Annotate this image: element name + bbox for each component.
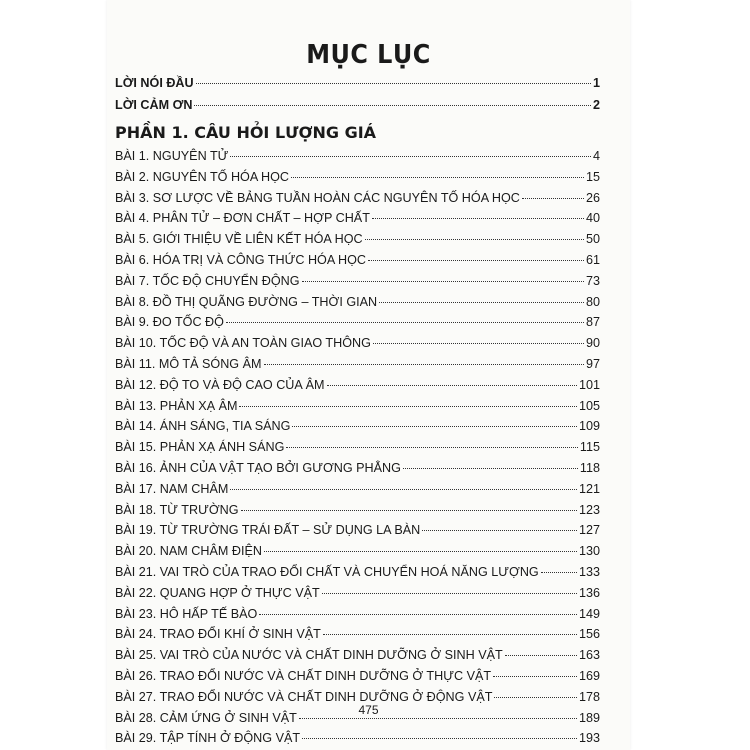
toc-label: BÀI 19. TỪ TRƯỜNG TRÁI ĐẤT – SỬ DỤNG LA BÀN bbox=[115, 523, 421, 538]
dot-leader bbox=[194, 104, 591, 106]
toc-label: BÀI 28. CẢM ỨNG Ở SINH VẬT bbox=[115, 710, 297, 725]
toc-page-number: 26 bbox=[585, 190, 600, 205]
dot-leader bbox=[286, 446, 578, 448]
toc-page-number: 4 bbox=[592, 149, 600, 163]
toc-label: BÀI 6. HÓA TRỊ VÀ CÔNG THỨC HÓA HỌC bbox=[115, 252, 367, 267]
dot-leader bbox=[291, 176, 584, 178]
toc-label: BÀI 1. NGUYÊN TỬ bbox=[115, 149, 229, 163]
toc-row bbox=[115, 604, 600, 625]
toc-row bbox=[115, 728, 600, 749]
dot-leader bbox=[323, 633, 577, 635]
toc-page-number: 149 bbox=[578, 606, 600, 621]
toc-label: BÀI 15. PHẢN XẠ ÁNH SÁNG bbox=[115, 440, 285, 455]
toc-label: BÀI 22. QUANG HỢP Ở THỰC VẬT bbox=[115, 585, 320, 600]
toc-row bbox=[115, 271, 600, 292]
dot-leader bbox=[264, 550, 577, 552]
toc-label: BÀI 25. VAI TRÒ CỦA NƯỚC VÀ CHẤT DINH DƯỠNG Ở SINH VẬT bbox=[115, 648, 503, 663]
toc-row bbox=[115, 458, 600, 479]
toc-row bbox=[115, 72, 600, 94]
toc-label: BÀI 5. GIỚI THIỆU VỀ LIÊN KẾT HÓA HỌC bbox=[115, 232, 363, 247]
toc-page-number: 115 bbox=[579, 440, 600, 455]
toc-row bbox=[115, 583, 600, 604]
toc-page-number: 50 bbox=[585, 232, 600, 247]
dot-leader bbox=[373, 342, 584, 344]
toc-entries-list bbox=[115, 146, 600, 749]
dot-leader bbox=[327, 384, 577, 386]
dot-leader bbox=[372, 217, 584, 219]
toc-row bbox=[115, 292, 600, 313]
toc-label: BÀI 21. VAI TRÒ CỦA TRAO ĐỔI CHẤT VÀ CHUYỂN HOÁ NĂNG LƯỢNG bbox=[115, 564, 539, 579]
toc-label: BÀI 8. ĐỒ THỊ QUÃNG ĐƯỜNG – THỜI GIAN bbox=[115, 294, 378, 309]
toc-label: BÀI 26. TRAO ĐỔI NƯỚC VÀ CHẤT DINH DƯỠNG Ở THỰC VẬT bbox=[115, 668, 492, 683]
dot-leader bbox=[302, 737, 577, 739]
dot-leader bbox=[493, 675, 577, 677]
toc-row bbox=[115, 333, 600, 354]
toc-page-number: 136 bbox=[578, 585, 600, 600]
dot-leader bbox=[422, 529, 577, 531]
toc-label: BÀI 23. HÔ HẤP TẾ BÀO bbox=[115, 606, 258, 621]
toc-page-number: 169 bbox=[578, 668, 600, 683]
toc-row bbox=[115, 437, 600, 458]
dot-leader bbox=[302, 280, 584, 282]
toc-label: BÀI 11. MÔ TẢ SÓNG ÂM bbox=[115, 356, 262, 371]
dot-leader bbox=[403, 467, 578, 469]
toc-row bbox=[115, 250, 600, 271]
toc-page-number: 178 bbox=[578, 689, 600, 704]
section-heading: PHẦN 1. CÂU HỎI LƯỢNG GIÁ bbox=[115, 123, 377, 142]
toc-row bbox=[115, 312, 600, 333]
toc-page-number: 87 bbox=[585, 315, 600, 330]
toc-label: BÀI 18. TỪ TRƯỜNG bbox=[115, 502, 239, 517]
toc-row bbox=[115, 375, 600, 396]
toc-row bbox=[115, 188, 600, 209]
toc-page-number: 105 bbox=[578, 398, 600, 413]
toc-page-number: 193 bbox=[578, 731, 600, 746]
dot-leader bbox=[226, 321, 584, 323]
toc-page-number: 1 bbox=[592, 76, 600, 90]
dot-leader bbox=[379, 301, 584, 303]
toc-row bbox=[115, 520, 600, 541]
toc-page-number: 73 bbox=[585, 273, 600, 288]
toc-page-number: 101 bbox=[578, 377, 600, 392]
toc-row bbox=[115, 500, 600, 521]
dot-leader bbox=[365, 238, 584, 240]
toc-row bbox=[115, 562, 600, 583]
toc-label: BÀI 3. SƠ LƯỢC VỀ BẢNG TUẦN HOÀN CÁC NGUYÊN TỐ HÓA HỌC bbox=[115, 190, 520, 205]
toc-label: BÀI 7. TỐC ĐỘ CHUYỂN ĐỘNG bbox=[115, 273, 300, 288]
dot-leader bbox=[522, 197, 584, 199]
toc-label: BÀI 9. ĐO TỐC ĐỘ bbox=[115, 315, 224, 330]
toc-row bbox=[115, 229, 600, 250]
toc-row bbox=[115, 94, 600, 116]
toc-row bbox=[115, 146, 600, 167]
page-number: 475 bbox=[358, 703, 379, 717]
toc-page-number: 90 bbox=[585, 336, 600, 351]
dot-leader bbox=[322, 592, 577, 594]
front-matter-list bbox=[115, 72, 600, 116]
dot-leader bbox=[368, 259, 584, 261]
toc-row bbox=[115, 624, 600, 645]
toc-row bbox=[115, 645, 600, 666]
toc-page-number: 133 bbox=[578, 564, 600, 579]
dot-leader bbox=[505, 654, 577, 656]
dot-leader bbox=[239, 405, 577, 407]
toc-label: LỜI CẢM ƠN bbox=[115, 98, 193, 112]
toc-page-number: 123 bbox=[578, 502, 600, 517]
toc-label: BÀI 13. PHẢN XẠ ÂM bbox=[115, 398, 238, 413]
toc-row bbox=[115, 396, 600, 417]
toc-row bbox=[115, 416, 600, 437]
toc-page-number: 121 bbox=[578, 481, 600, 496]
dot-leader bbox=[292, 425, 577, 427]
toc-page-number: 127 bbox=[578, 523, 600, 538]
toc-page-number: 189 bbox=[578, 710, 600, 725]
toc-label: LỜI NÓI ĐẦU bbox=[115, 76, 194, 90]
toc-page-number: 109 bbox=[578, 419, 600, 434]
dot-leader bbox=[264, 363, 584, 365]
toc-label: BÀI 4. PHÂN TỬ – ĐƠN CHẤT – HỢP CHẤT bbox=[115, 211, 370, 226]
toc-row bbox=[115, 167, 600, 188]
toc-row bbox=[115, 208, 600, 229]
toc-row bbox=[115, 666, 600, 687]
dot-leader bbox=[230, 155, 591, 157]
toc-label: BÀI 20. NAM CHÂM ĐIỆN bbox=[115, 544, 262, 559]
toc-page-number: 118 bbox=[579, 460, 600, 475]
dot-leader bbox=[230, 488, 577, 490]
dot-leader bbox=[196, 82, 591, 84]
toc-page-number: 15 bbox=[585, 169, 600, 184]
toc-label: BÀI 29. TẬP TÍNH Ở ĐỘNG VẬT bbox=[115, 731, 301, 746]
toc-label: BÀI 16. ẢNH CỦA VẬT TẠO BỞI GƯƠNG PHẲNG bbox=[115, 460, 401, 475]
toc-label: BÀI 24. TRAO ĐỔI KHÍ Ở SINH VẬT bbox=[115, 627, 321, 642]
toc-page-number: 2 bbox=[592, 98, 600, 112]
dot-leader bbox=[241, 509, 577, 511]
toc-label: BÀI 10. TỐC ĐỘ VÀ AN TOÀN GIAO THÔNG bbox=[115, 336, 371, 351]
page-title: MỤC LỤC bbox=[306, 40, 431, 70]
dot-leader bbox=[259, 613, 577, 615]
toc-label: BÀI 17. NAM CHÂM bbox=[115, 481, 229, 496]
toc-row bbox=[115, 479, 600, 500]
toc-label: BÀI 14. ÁNH SÁNG, TIA SÁNG bbox=[115, 419, 291, 434]
toc-row bbox=[115, 541, 600, 562]
toc-label: BÀI 27. TRAO ĐỔI NƯỚC VÀ CHẤT DINH DƯỠNG Ở ĐỘNG VẬT bbox=[115, 689, 493, 704]
toc-page-number: 61 bbox=[585, 252, 600, 267]
document-page bbox=[107, 0, 630, 750]
toc-page-number: 163 bbox=[578, 648, 600, 663]
toc-page-number: 80 bbox=[585, 294, 600, 309]
dot-leader bbox=[494, 696, 577, 698]
toc-label: BÀI 2. NGUYÊN TỐ HÓA HỌC bbox=[115, 169, 290, 184]
toc-page-number: 130 bbox=[578, 544, 600, 559]
table-of-contents bbox=[115, 72, 600, 749]
toc-label: BÀI 12. ĐỘ TO VÀ ĐỘ CAO CỦA ÂM bbox=[115, 377, 325, 392]
toc-row bbox=[115, 354, 600, 375]
toc-page-number: 97 bbox=[585, 356, 600, 371]
dot-leader bbox=[541, 571, 577, 573]
toc-page-number: 156 bbox=[578, 627, 600, 642]
toc-page-number: 40 bbox=[585, 211, 600, 226]
